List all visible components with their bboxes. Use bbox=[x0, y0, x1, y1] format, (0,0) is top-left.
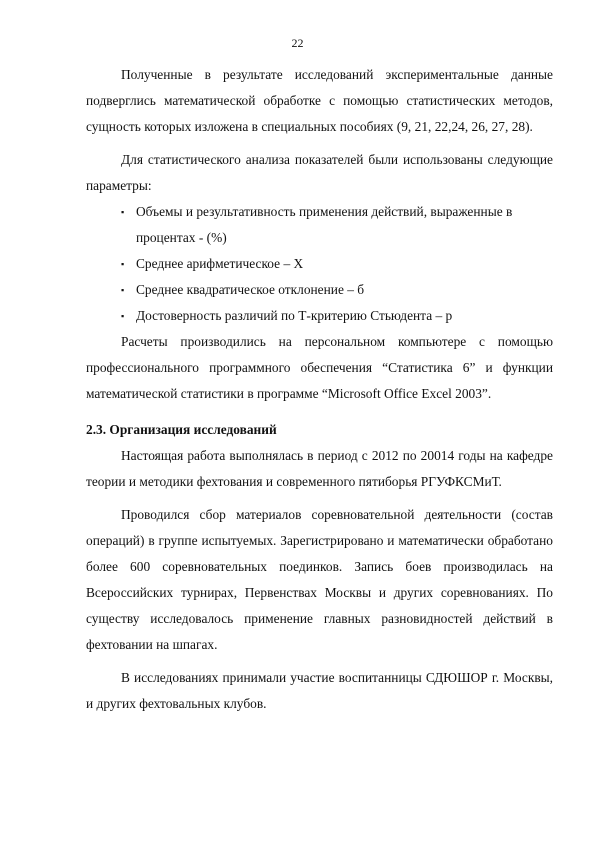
bullet-icon: ▪ bbox=[121, 259, 125, 269]
list-item-text: Объемы и результативность применения действий, выраженные в bbox=[136, 204, 513, 219]
list-item-text: Достоверность различий по Т-критерию Стьюдента – р bbox=[136, 308, 453, 323]
list-item bbox=[86, 277, 553, 303]
list-item-text: Среднее арифметическое – Х bbox=[136, 256, 304, 271]
list-item bbox=[86, 251, 553, 277]
paragraph-software: Расчеты производились на персональном компьютере с помощью профессионального программного обеспечения “Статистика 6” и функции математической статистики в программе “Microsoft Office Excel 2003”. bbox=[86, 334, 553, 401]
list-item bbox=[86, 199, 553, 251]
bullet-icon: ▪ bbox=[121, 285, 125, 295]
page-number: 22 bbox=[291, 36, 304, 50]
parameters-list bbox=[86, 199, 553, 329]
section-heading: 2.3. Организация исследований bbox=[86, 422, 277, 437]
list-item-text: Среднее квадратическое отклонение – б bbox=[136, 282, 365, 297]
list-item bbox=[86, 303, 553, 329]
bullet-icon: ▪ bbox=[121, 207, 125, 217]
paragraph-participants: В исследованиях принимали участие воспитанницы СДЮШОР г. Москвы, и других фехтовальных клубов. bbox=[86, 670, 553, 711]
paragraph-data-processing: Полученные в результате исследований экспериментальные данные подверглись математической обработке с помощью статистических методов, сущность которых изложена в специальных пособиях (9, 21, 22,24, 26, 27, 28). bbox=[86, 67, 553, 134]
paragraph-statistics-intro: Для статистического анализа показателей были использованы следующие параметры: bbox=[86, 152, 553, 193]
paragraph-materials: Проводился сбор материалов соревновательной деятельности (состав операций) в группе испытуемых. Зарегистрировано и математически обработано более 600 соревновательных поединков. Запись боев производилась на Всероссийских турнирах, Первенствах Москвы и других соревнованиях. По существу исследовалось применение главных разновидностей действий в фехтовании на шпагах. bbox=[86, 507, 553, 652]
bullet-icon: ▪ bbox=[121, 311, 125, 321]
page-content bbox=[86, 62, 553, 717]
paragraph-research-period: Настоящая работа выполнялась в период с 2012 по 20014 годы на кафедре теории и методики фехтования и современного пятиборья РГУФКСМиТ. bbox=[86, 448, 553, 489]
list-item-text-continued: процентах - (%) bbox=[136, 230, 227, 245]
